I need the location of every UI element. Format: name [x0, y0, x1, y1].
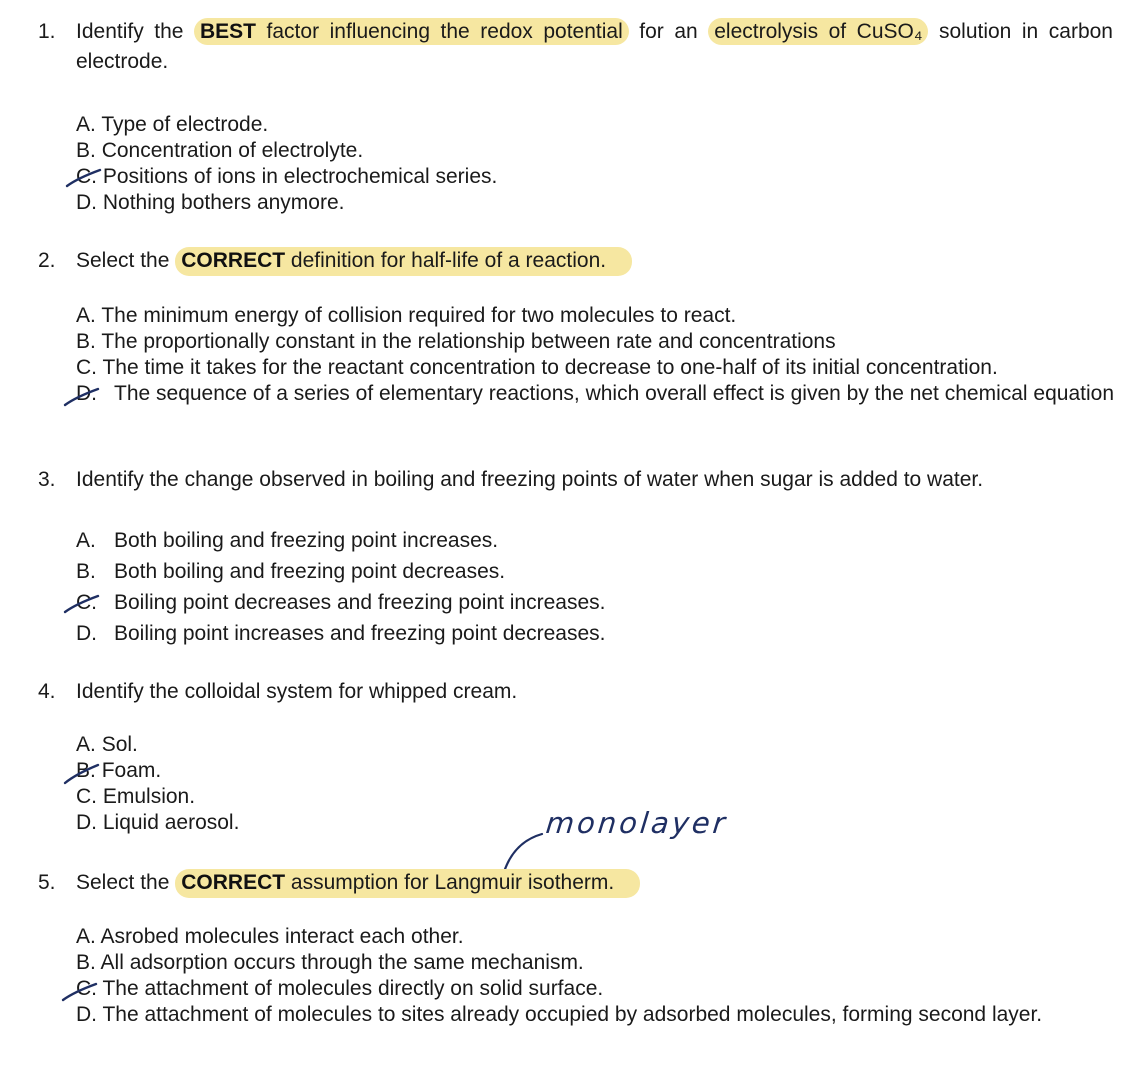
question-number: 2. [38, 249, 56, 272]
question-number: 3. [38, 468, 56, 491]
question-2 [38, 246, 1113, 276]
option-a: A. Type of electrode. [76, 113, 269, 136]
option-b: B. Foam. [76, 759, 162, 782]
option-a: A. Both boiling and freezing point increases. [76, 529, 499, 552]
option-c: C. The attachment of molecules directly on solid surface. [76, 977, 604, 1000]
option-c: C. Boiling point decreases and freezing point increases. [76, 591, 606, 614]
question-number: 1. [38, 20, 56, 43]
highlight: CORRECT assumption for Langmuir isotherm. [175, 869, 640, 898]
question-stem: Select the CORRECT definition for half-life of a reaction. [76, 246, 1113, 276]
option-d: D. The attachment of molecules to sites already occupied by adsorbed molecules, forming second layer. [76, 1003, 1043, 1026]
question-stem: Identify the BEST factor influencing the redox potential for an electrolysis of CuSO₄ solution in carbon electrode. [76, 20, 1113, 73]
question-4 [38, 677, 1113, 707]
highlight: BEST factor influencing the redox potential [194, 18, 629, 45]
option-b: B. All adsorption occurs through the same mechanism. [76, 951, 584, 974]
question-5 [38, 868, 1113, 898]
question-stem: Identify the change observed in boiling and freezing points of water when sugar is added to water. [76, 468, 984, 491]
handwritten-note: monolayer [544, 806, 730, 840]
option-c: C. Positions of ions in electrochemical series. [76, 165, 498, 188]
question-1 [38, 17, 1113, 77]
option-c: C. The time it takes for the reactant concentration to decrease to one-half of its initial concentration. [76, 356, 998, 379]
option-d: D. The sequence of a series of elementary reactions, which overall effect is given by the net chemical equation [76, 382, 1115, 405]
option-b: B. Both boiling and freezing point decreases. [76, 560, 506, 583]
option-d: D. Boiling point increases and freezing point decreases. [76, 622, 606, 645]
question-stem: Select the CORRECT assumption for Langmuir isotherm. [76, 868, 1113, 898]
highlight: CORRECT definition for half-life of a reaction. [175, 247, 632, 276]
option-a: A. The minimum energy of collision required for two molecules to react. [76, 304, 737, 327]
option-a: A. Sol. [76, 733, 138, 756]
option-c: C. Emulsion. [76, 785, 196, 808]
option-d: D. Liquid aerosol. [76, 811, 240, 834]
options-5 [76, 924, 1114, 1028]
option-d: D. Nothing bothers anymore. [76, 191, 345, 214]
question-number: 5. [38, 871, 56, 894]
option-a: A. Asrobed molecules interact each other. [76, 925, 464, 948]
question-number: 4. [38, 680, 56, 703]
option-b: B. The proportionally constant in the relationship between rate and concentrations [76, 330, 836, 353]
question-3 [38, 465, 1113, 495]
highlight: electrolysis of CuSO₄ [708, 18, 928, 45]
options-2 [76, 303, 1114, 407]
question-stem: Identify the colloidal system for whipped cream. [76, 680, 518, 703]
options-3 [76, 525, 1114, 649]
option-b: B. Concentration of electrolyte. [76, 139, 364, 162]
options-1 [76, 112, 1114, 216]
